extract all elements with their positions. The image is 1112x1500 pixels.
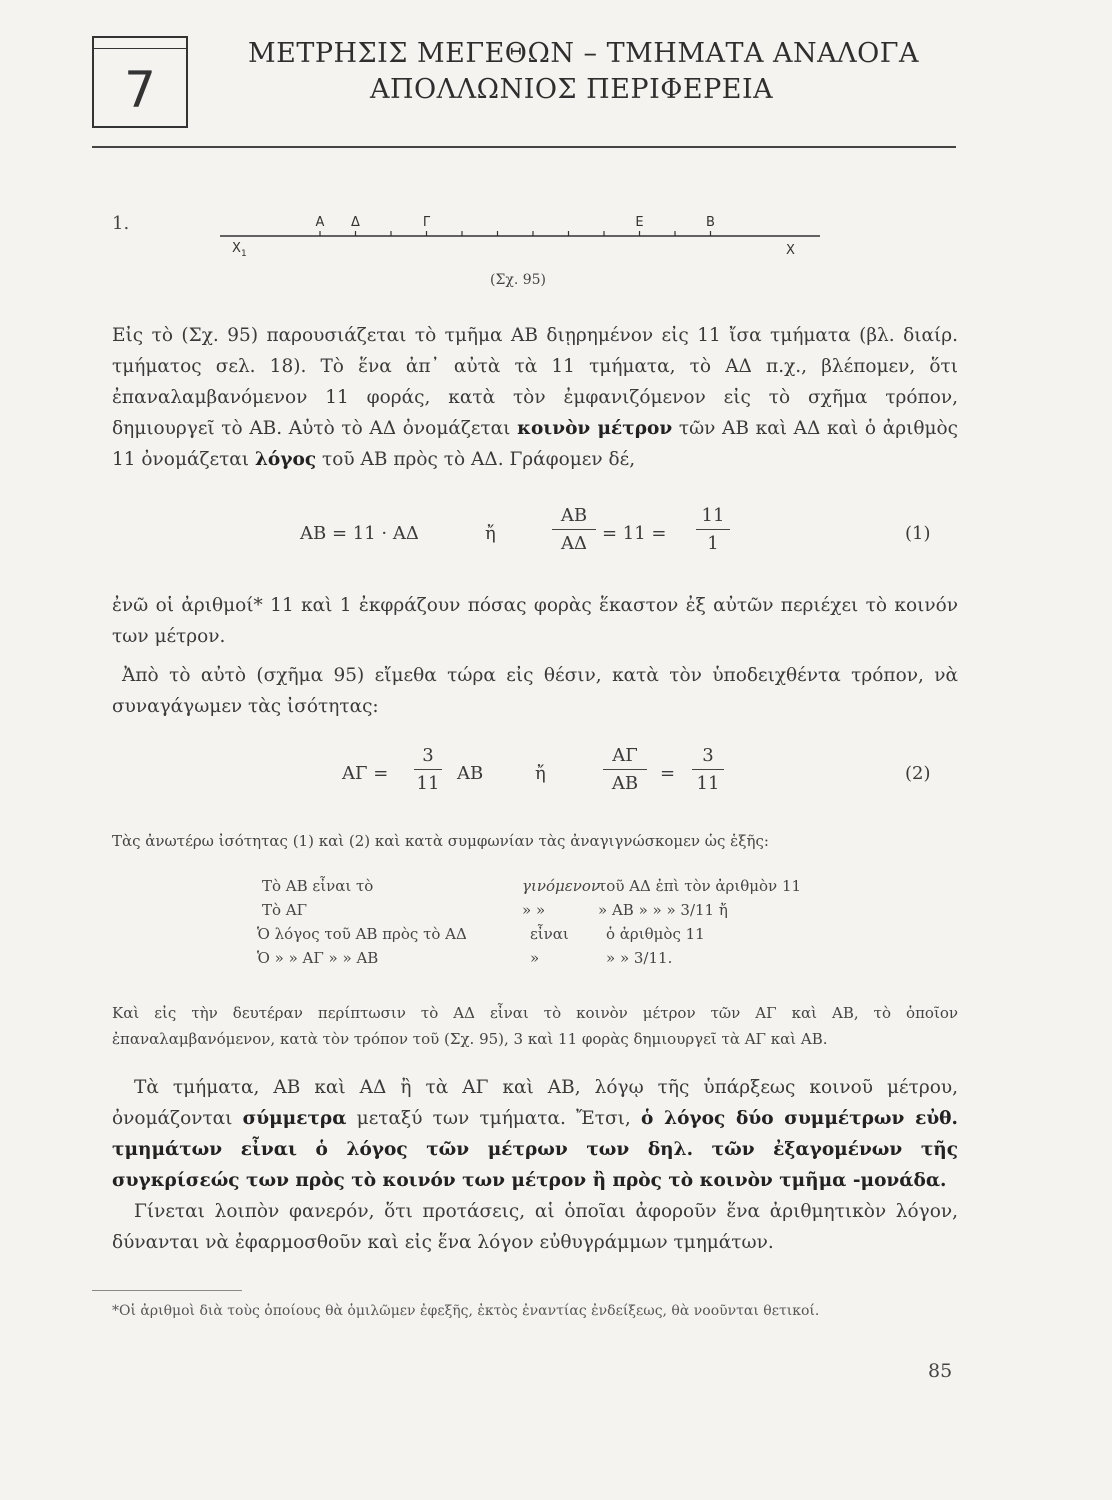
point-label: Ε — [635, 215, 644, 230]
reading-cell: » » 3/11. — [606, 949, 673, 967]
eq1-tag: (1) — [905, 523, 931, 544]
eq1-mid: = 11 = — [602, 523, 667, 544]
header-rule — [92, 146, 956, 148]
reading-cell: τοῦ ΑΔ ἐπὶ τὸν ἀριθμὸν 11 — [598, 877, 802, 895]
bold-ratio: λόγος — [254, 449, 317, 470]
reading-cell: » » — [522, 901, 546, 919]
point-label: Γ — [422, 215, 431, 230]
eq2-fraction-1: 3 11 — [414, 745, 442, 794]
point-label: Δ — [351, 215, 360, 230]
chapter-title-line-2: ΑΠΟΛΛΩΝΙΟΣ ΠΕΡΙΦΕΡΕΙΑ — [370, 74, 774, 105]
chapter-number-box — [92, 36, 188, 128]
eq1-fraction-1: ΑΒ ΑΔ — [552, 505, 596, 554]
reading-cell: » — [530, 949, 540, 967]
eq2-tag: (2) — [905, 763, 931, 784]
bold-commensurable: σύμμετρα — [242, 1108, 347, 1129]
reading-cell: Τὸ ΑΓ — [262, 901, 308, 919]
paragraph-3: Ἀπὸ τὸ αὐτὸ (σχῆμα 95) εἴμεθα τώρα εἰς θέσιν, κατὰ τὸν ὑποδειχθέντα τρόπον, νὰ συναγάγωμεν τὰς ἰσότητας: — [112, 665, 958, 717]
paragraph-5: Γίνεται λοιπὸν φανερόν, ὅτι προτάσεις, αἱ ὁποῖαι ἀφοροῦν ἕνα ἀριθμητικὸν λόγον, δύνανται νὰ ἐφαρμοσθοῦν καὶ εἰς ἕνα λόγον εὐθυγράμμων τμημάτων. — [112, 1201, 958, 1253]
small-paragraph-2: Καὶ εἰς τὴν δευτέραν περίπτωσιν τὸ ΑΔ εἶναι τὸ κοινὸν μέτρον τῶν ΑΓ καὶ ΑΒ, τὸ ὁποῖον ἐπαναλαμβανόμενον, κατὰ τὸν τρόπον τοῦ (Σχ. 95), 3 καὶ 11 φορὰς δημιουργεῖ τὰ ΑΓ καὶ ΑΒ. — [112, 1004, 958, 1048]
reading-cell: εἶναι — [530, 925, 569, 943]
eq1-or: ἤ — [485, 523, 496, 544]
reading-row — [262, 877, 801, 895]
reading-cell: Τὸ ΑΒ εἶναι τὸ — [262, 877, 374, 895]
paragraph-2: ἐνῶ οἱ ἀριθμοί* 11 καὶ 1 ἐκφράζουν πόσας φορὰς ἕκαστον ἐξ αὐτῶν περιέχει τὸ κοινόν των μέτρον. — [112, 595, 958, 647]
left-ray-subscript: 1 — [241, 249, 247, 259]
eq2-or: ἤ — [535, 763, 546, 784]
footnote: *Οἱ ἀριθμοὶ διὰ τοὺς ὁποίους θὰ ὁμιλῶμεν ἐφεξῆς, ἐκτὸς ἐναντίας ἐνδείξεως, θὰ νοοῦνται θετικοί. — [112, 1303, 820, 1319]
reading-cell: ὁ ἀριθμὸς 11 — [606, 925, 705, 943]
bold-definition: ὁ λόγος δύο συμμέτρων εὐθ. τμημάτων εἶναι ὁ λόγος τῶν μέτρων των δηλ. τῶν ἐξαγομένων τῆς συγκρίσεώς των πρὸς τὸ κοινόν των μέτρον ἢ πρὸς τὸ κοινὸν τμῆμα -μονάδα. — [112, 1108, 958, 1191]
reading-cell: » ΑΒ » » » 3/11 ἤ — [598, 901, 728, 919]
footnote-rule — [92, 1290, 242, 1291]
reading-row — [262, 901, 728, 919]
point-label: Β — [706, 215, 715, 230]
item-number: 1. — [112, 213, 130, 234]
left-ray-label: X — [232, 241, 241, 256]
eq1-left: ΑΒ = 11 · ΑΔ — [300, 523, 419, 544]
box-inner-line — [94, 48, 186, 49]
chapter-number: 7 — [124, 61, 156, 119]
point-label: Α — [315, 215, 325, 230]
figure-caption: (Σχ. 95) — [490, 272, 547, 288]
reading-intro: Τὰς ἀνωτέρω ἰσότητας (1) καὶ (2) καὶ κατὰ συμφωνίαν τὰς ἀναγιγνώσκομεν ὡς ἑξῆς: — [112, 832, 769, 850]
paragraph-1: Εἰς τὸ (Σχ. 95) παρουσιάζεται τὸ τμῆμα ΑΒ διῃρημένον εἰς 11 ἴσα τμήματα (βλ. διαίρ. τμήματος σελ. 18). Τὸ ἕνα ἀπ᾽ αὐτὰ τὰ 11 τμήματα, τὸ ΑΔ π.χ., βλέπομεν, ὅτι ἐπαναλαμβανόμενον 11 φοράς, κατὰ τὸν ἐμφανιζόμενον εἰς τὸ σχῆμα τρόπον, δημιουργεῖ τὸ ΑΒ. Αὐτὸ τὸ ΑΔ ὀνομάζεται κοινὸν μέτρον τῶν ΑΒ καὶ ΑΔ καὶ ὁ ἀριθμὸς 11 ὀνομάζεται λόγος τοῦ ΑΒ πρὸς τὸ ΑΔ. Γράφομεν δέ, — [112, 325, 958, 470]
eq2-equals: = — [660, 763, 676, 784]
paragraph-4: Τὰ τμήματα, ΑΒ καὶ ΑΔ ἢ τὰ ΑΓ καὶ ΑΒ, λόγῳ τῆς ὑπάρξεως κοινοῦ μέτρου, ὀνομάζονται σύμμετρα μεταξύ των τμήματα. Ἔτσι, ὁ λόγος δύο συμμέτρων εὐθ. τμημάτων εἶναι ὁ λόγος τῶν μέτρων των δηλ. τῶν ἐξαγομένων τῆς συγκρίσεώς των πρὸς τὸ κοινόν των μέτρον ἢ πρὸς τὸ κοινὸν τμῆμα -μονάδα. — [112, 1077, 958, 1191]
reading-row — [257, 925, 705, 943]
reading-row — [257, 949, 672, 967]
page-number: 85 — [928, 1360, 953, 1382]
reading-cell: Ὁ λόγος τοῦ ΑΒ πρὸς τὸ ΑΔ — [257, 925, 467, 943]
reading-cell: Ὁ » » ΑΓ » » ΑΒ — [257, 949, 379, 967]
eq2-fraction-3: 3 11 — [692, 745, 724, 794]
eq1-fraction-2: 11 1 — [696, 505, 730, 554]
eq2-after: ΑΒ — [457, 763, 484, 784]
eq2-fraction-2: ΑΓ ΑΒ — [603, 745, 647, 794]
bold-common-measure: κοινὸν μέτρον — [517, 418, 673, 439]
eq2-left: ΑΓ = — [342, 763, 389, 784]
chapter-title-line-1: ΜΕΤΡΗΣΙΣ ΜΕΓΕΘΩΝ – ΤΜΗΜΑΤΑ ΑΝΑΛΟΓΑ — [248, 38, 920, 69]
reading-cell: γινόμενον — [522, 877, 601, 895]
segment-figure — [190, 200, 830, 270]
right-ray-label: X — [786, 243, 795, 258]
